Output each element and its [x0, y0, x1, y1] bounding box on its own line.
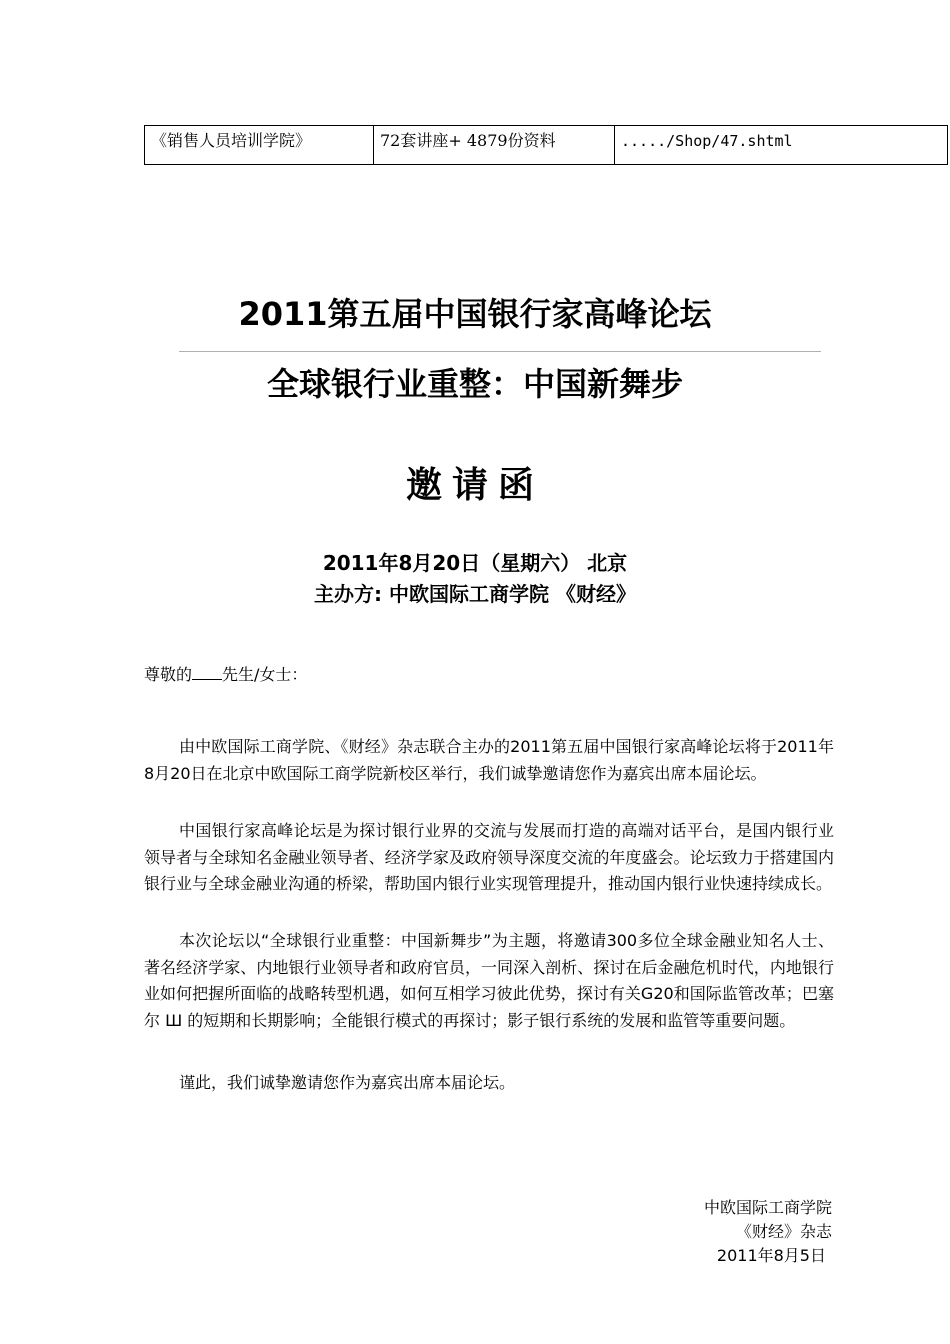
signature-date: 2011年8月5日	[716, 1246, 826, 1265]
body-paragraph-closing: 谨此，我们诚挚邀请您作为嘉宾出席本届论坛。	[179, 1073, 516, 1092]
body-paragraph-intro: 由中欧国际工商学院、《财经》杂志联合主办的2011第五届中国银行家高峰论坛将于2011年8月20日在北京中欧国际工商学院新校区举行，我们诚挚邀请您作为嘉宾出席本届论坛。	[144, 737, 834, 783]
event-date-place: 2011年8月20日（星期六） 北京	[322, 551, 628, 575]
title-divider	[179, 351, 821, 352]
header-row	[145, 126, 948, 165]
document-type-heading: 邀请函	[405, 465, 544, 506]
body-paragraph-about-forum: 中国银行家高峰论坛是为探讨银行业界的交流与发展而打造的高端对话平台，是国内银行业领导者与全球知名金融业领导者、经济学家及政府领导深度交流的年度盛会。论坛致力于搭建国内银行业与全球金融业沟通的桥梁，帮助国内银行业实现管理提升，推动国内银行业快速持续成长。	[144, 821, 834, 893]
header-resource-table	[144, 125, 948, 165]
salutation-suffix: 先生/女士：	[222, 665, 308, 684]
forum-title: 2011第五届中国银行家高峰论坛	[238, 295, 712, 333]
salutation-prefix: 尊敬的	[144, 665, 193, 684]
signature-org-ceibs: 中欧国际工商学院	[703, 1198, 832, 1217]
name-blank	[192, 665, 222, 680]
body-paragraph-theme: 本次论坛以“全球银行业重整：中国新舞步”为主题，将邀请300多位全球金融业知名人士、著名经济学家、内地银行业领导者和政府官员，一同深入剖析、探讨在后金融危机时代，内地银行业如何把握所面临的战略转型机遇，如何互相学习彼此优势，探讨有关G20和国际监管改革；巴塞尔 Ш 的短期和长期影响；全能银行模式的再探讨；影子银行系统的发展和监管等重要问题。	[144, 931, 834, 1030]
forum-theme: 全球银行业重整：中国新舞步	[266, 365, 683, 403]
event-organizers: 主办方: 中欧国际工商学院 《财经》	[314, 582, 636, 606]
header-cell-shop-link[interactable]: ...../Shop/47.shtml	[615, 126, 948, 165]
salutation	[144, 662, 307, 688]
header-cell-training-academy: 《销售人员培训学院》	[145, 126, 374, 165]
header-cell-materials-count: 72套讲座+ 4879份资料	[374, 126, 615, 165]
signature-org-caijing: 《财经》杂志	[735, 1222, 832, 1241]
